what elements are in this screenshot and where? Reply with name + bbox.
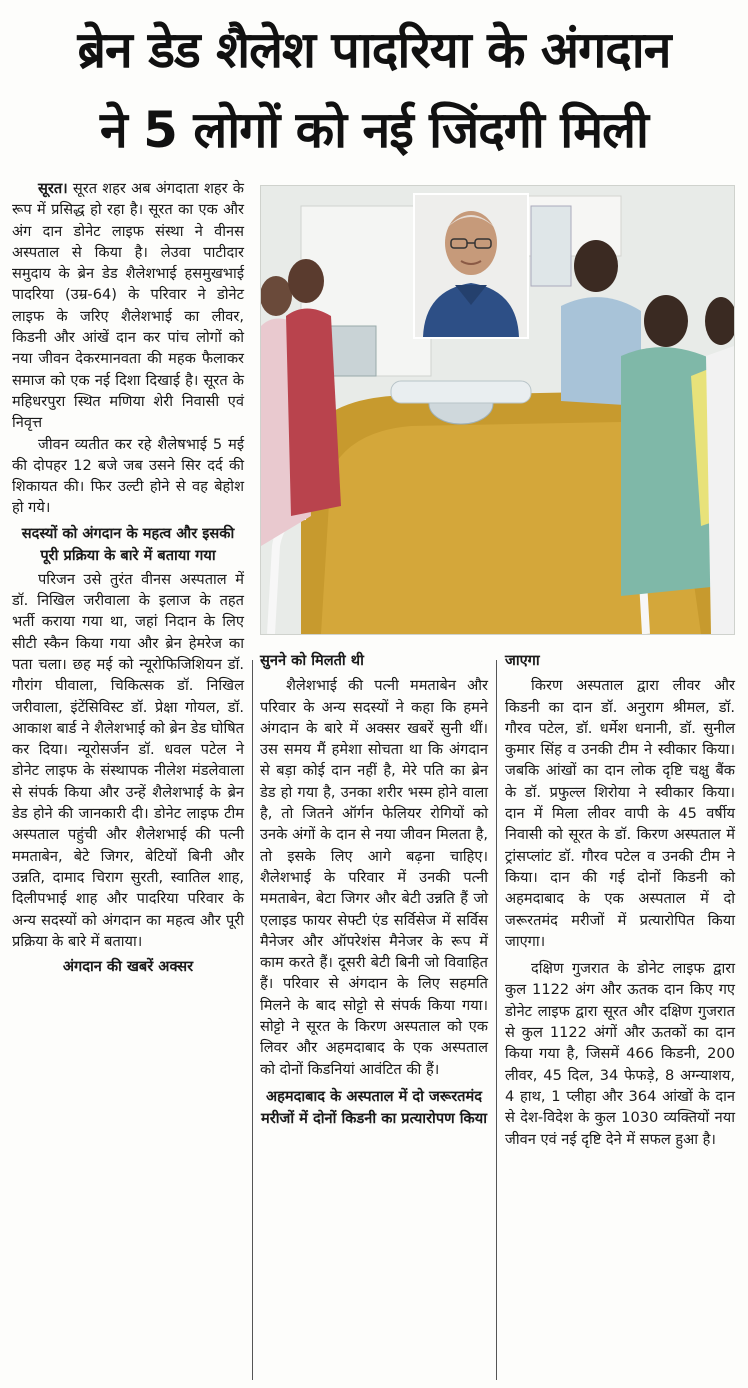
- dateline: सूरत।: [38, 180, 68, 197]
- article-column-2: [260, 650, 488, 1132]
- paragraph: परिजन उसे तुरंत वीनस अस्पताल में डॉ. निखिल जरीवाला के इलाज के तहत भर्ती कराया गया था, जहां निदान के लिए सीटी स्कैन किया गया और ब्रेन हेमरेज का पता चला। छह मई को न्यूरोफिजिशियन डॉ. गौरांग घीवाला, चिकित्सक डॉ. निखिल जरीवाला, इंटेंसिविस्ट डॉ. प्रेक्षा गोयल, डॉ. आकाश बार्ड ने शैलेशभाई को ब्रेन डेड घोषित कर दिया। न्यूरोसर्जन डॉ. धवल पटेल ने डोनेट लाइफ के संस्थापक नीलेश मंडलेवाला से संपर्क किया और उन्हें शैलेशभाई के ब्रेन डेड होने की जानकारी दी। डोनेट लाइफ टीम अस्पताल पहुंची और शैलेशभाई की पत्नी ममताबेन, बेटे जिगर, बेटियों बिनी और उन्नति, दामाद चिराग सुरती, स्वातिल शाह, दिलीपभाई शाह और पादरिया परिवार के अन्य सदस्यों को अंगदान का महत्व और पूरी प्रक्रिया के बारे में बताया।: [12, 570, 244, 950]
- paragraph: [12, 178, 244, 434]
- portrait-illustration: [415, 195, 527, 337]
- continued-subheading: जाएगा: [505, 652, 540, 669]
- column-divider: [252, 660, 253, 1380]
- article-column-3: [505, 650, 735, 1150]
- headline: [0, 0, 748, 178]
- subheading: अहमदाबाद के अस्पताल में दो जरूरतमंद मरीजों में दोनों किडनी का प्रत्यारोपण किया: [261, 1087, 487, 1127]
- article-column-1: [12, 178, 244, 980]
- headline-line-1: ब्रेन डेड शैलेश पादरिया के अंगदान: [77, 21, 671, 79]
- paragraph: दक्षिण गुजरात के डोनेट लाइफ द्वारा कुल 1122 अंग और ऊतक दान किए गए डोनेट लाइफ द्वारा सूरत और दक्षिण गुजरात से कुल 1122 अंगों और ऊतकों का दान किया गया है, जिसमें 466 किडनी, 200 लीवर, 45 दिल, 34 फेफड़े, 8 अग्न्याशय, 4 हाथ, 1 प्लीहा और 364 आंखों के दान से देश-विदेश के कुल 1030 व्यक्तियों नया जीवन एवं नई दृष्टि देने में सफल हुआ है।: [505, 960, 735, 1148]
- subheading: सदस्यों को अंगदान के महत्व और इसकी पूरी प्रक्रिया के बारे में बताया गया: [21, 524, 235, 564]
- paragraph: शैलेशभाई की पत्नी ममताबेन और परिवार के अन्य सदस्यों ने कहा कि हमने अंगदान के बारे में अक्सर खबरें सुनी थीं। उस समय मैं हमेशा सोचता था कि अंगदान से बड़ा कोई दान नहीं है, मेरे पति का ब्रेन डेड हो गया है, उनका शरीर भस्म होने वाला है, तो जितने ऑर्गन फेलियर रोगियों को उनके अंगों के दान से नया जीवन मिलता है, तो इसके लिए आगे बढ़ना चाहिए। शैलेशभाई के परिवार में उनकी पत्नी ममताबेन, बेटा जिगर और बेटी उन्नति हैं जो एलाइड फायर सेफ्टी एंड सर्विसेज में सर्विस मैनेजर और ऑपरेशंस मैनेजर के रूप में काम करते हैं। दूसरी बेटी बिनी जो विवाहित हैं। परिवार से अंगदान के लिए सहमति मिलने के बाद सोट्टो से संपर्क किया गया। सोट्टो ने सूरत के किरण अस्पताल को एक लिवर और अहमदाबाद के एक अस्पताल को दोनों किडनियां आवंटित की हैं।: [260, 677, 488, 1078]
- subheading: अंगदान की खबरें अक्सर: [62, 958, 194, 976]
- headline-line-2: ने 5 लोगों को नई जिंदगी मिली: [100, 101, 648, 159]
- portrait-inset: [413, 193, 529, 339]
- paragraph: किरण अस्पताल द्वारा लीवर और किडनी का दान डॉ. अनुराग श्रीमल, डॉ. गौरव पटेल, डॉ. धर्मेश धनानी, डॉ. सुनील कुमार सिंह व उनकी टीम ने स्वीकार किया। जबकि आंखों का दान लोक दृष्टि चक्षु बैंक के डॉ. प्रफुल्ल शिरोया ने स्वीकार किया। दान में मिला लीवर वापी के 45 वर्षीय निवासी को सूरत के डॉ. किरण अस्पताल में ट्रांसप्लांट डॉ. गौरव पटेल व उनकी टीम ने किया। दान की गई दोनों किडनी को अहमदाबाद के एक अस्पताल में दो जरूरतमंद मरीजों में प्रत्यारोपित किया जाएगा।: [505, 677, 735, 950]
- column-divider: [496, 660, 497, 1380]
- paragraph: जीवन व्यतीत कर रहे शैलेषभाई 5 मई की दोपहर 12 बजे जब उसने सिर दर्द की शिकायत की। फिर उल्टी होने से वह बेहोश हो गये।: [12, 435, 244, 517]
- continued-subheading: सुनने को मिलती थी: [260, 652, 364, 669]
- paragraph-text: सूरत शहर अब अंगदाता शहर के रूप में प्रसिद्ध हो रहा है। सूरत का एक और अंग दान डोनेट लाइफ संस्था ने वीनस अस्पताल से किया है। लेउवा पाटीदार समुदाय के ब्रेन डेड शैलेशभाई हसमुखभाई पादरिया (उम्र-64) के परिवार ने डोनेट लाइफ के जरिए शैलेशभाई का लीवर, किडनी और आंखें दान कर पांच लोगों को नया जीवन देकरमानवता की महक फैलाकर समाज को एक नई दिशा दिखाई है। सूरत के महिधरपुरा स्थित मणिया शेरी निवासी एवं निवृत्त: [12, 180, 244, 432]
